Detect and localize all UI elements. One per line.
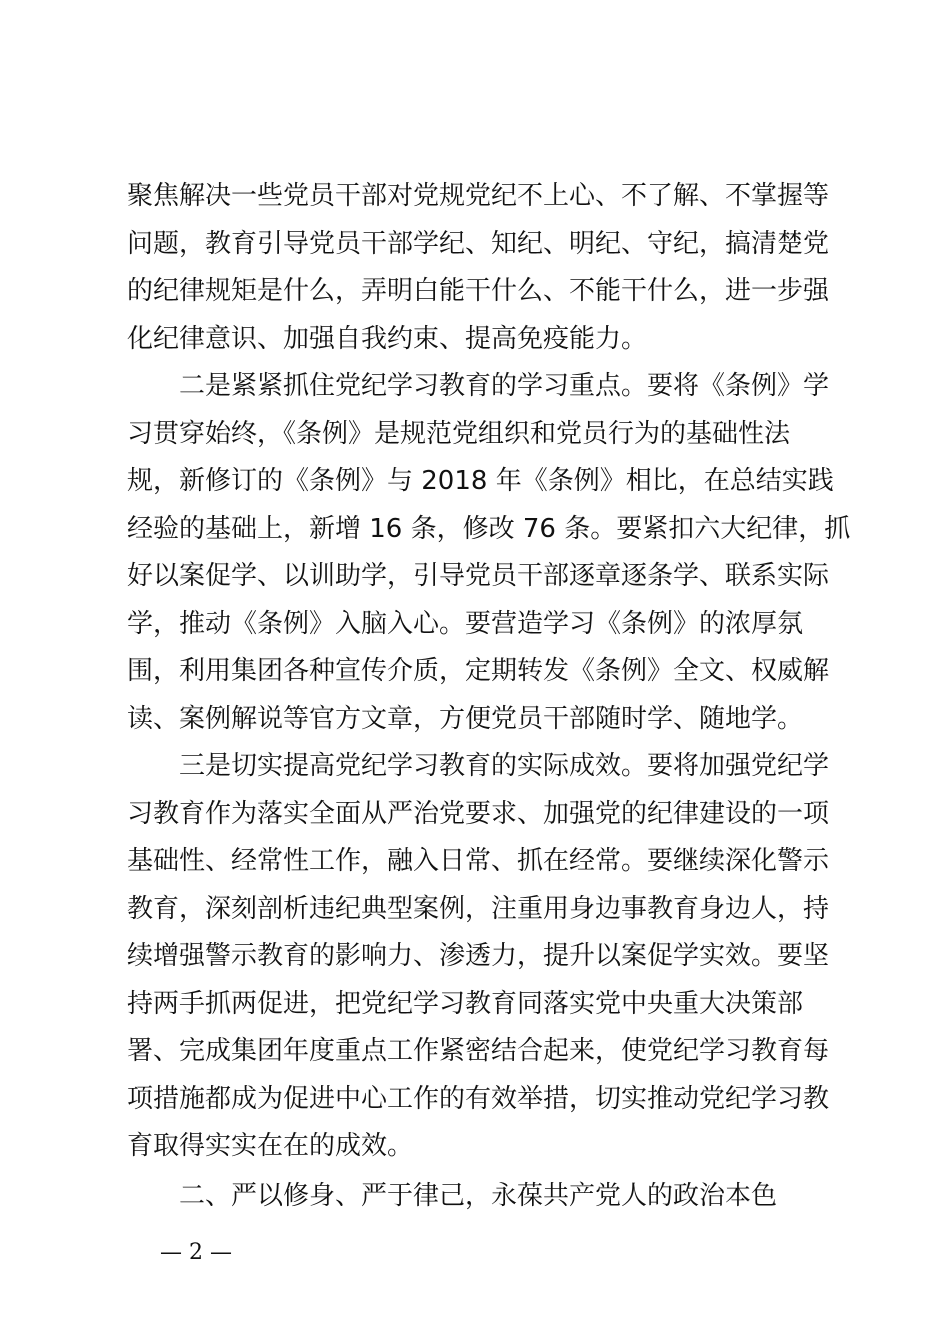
text-line: 续增强警示教育的影响力、渗透力，提升以案促学实效。要坚: [127, 941, 830, 971]
text-line: 育取得实实在在的成效。: [127, 1131, 414, 1161]
text-line: 教育，深刻剖析违纪典型案例，注重用身边事教育身边人，持: [127, 893, 830, 924]
paragraph-start-line: 三是切实提高党纪学习教育的实际成效。要将加强党纪学: [127, 751, 830, 781]
text-line: 基础性、经常性工作，融入日常、抓在经常。要继续深化警示: [127, 846, 830, 876]
section-heading: 二、严以修身、严于律己，永葆共产党人的政治本色: [127, 1180, 778, 1211]
text-line: 持两手抓两促进，把党纪学习教育同落实党中央重大决策部: [127, 988, 804, 1019]
page-number: — 2 —: [160, 1240, 232, 1265]
text-line: 规，新修订的《条例》与 2018 年《条例》相比，在总结实践: [127, 466, 834, 496]
text-line: 习教育作为落实全面从严治党要求、加强党的纪律建设的一项: [127, 798, 830, 829]
text-line: 围，利用集团各种宣传介质，定期转发《条例》全文、权威解: [127, 656, 830, 686]
text-line: 好以案促学、以训助学，引导党员干部逐章逐条学、联系实际: [127, 561, 830, 591]
text-line: 聚焦解决一些党员干部对党规党纪不上心、不了解、不掌握等: [127, 181, 830, 211]
text-line: 读、案例解说等官方文章，方便党员干部随时学、随地学。: [127, 703, 804, 734]
paragraph-start-line: 二是紧紧抓住党纪学习教育的学习重点。要将《条例》学: [127, 371, 830, 401]
text-line: 署、完成集团年度重点工作紧密结合起来，使党纪学习教育每: [127, 1036, 830, 1066]
text-line: 项措施都成为促进中心工作的有效举措，切实推动党纪学习教: [127, 1083, 830, 1114]
body-text: [127, 173, 851, 1220]
text-line: 学，推动《条例》入脑入心。要营造学习《条例》的浓厚氛: [127, 608, 804, 639]
text-line: 习贯穿始终，《条例》是规范党组织和党员行为的基础性法: [127, 418, 791, 449]
text-line: 问题，教育引导党员干部学纪、知纪、明纪、守纪，搞清楚党: [127, 228, 830, 259]
text-line: 经验的基础上，新增 16 条，修改 76 条。要紧扣六大纪律，抓: [127, 513, 851, 544]
text-line: 的纪律规矩是什么，弄明白能干什么、不能干什么，进一步强: [127, 276, 830, 306]
text-line: 化纪律意识、加强自我约束、提高免疫能力。: [127, 323, 648, 354]
